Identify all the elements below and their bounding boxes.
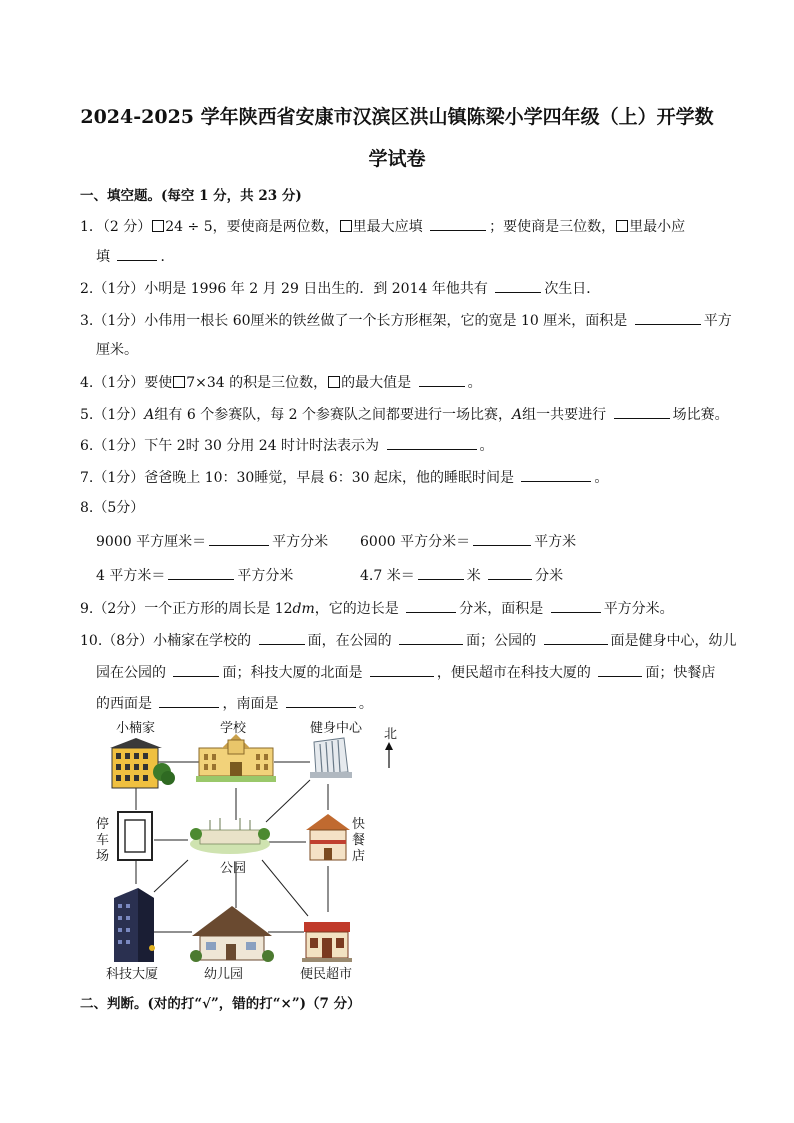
question-3-cont: 厘米。: [96, 342, 138, 358]
title-line-2: 学试卷: [368, 148, 426, 170]
q1-text: ；要使商是三位数，: [489, 219, 616, 235]
q9-text: ，它的边长是: [314, 601, 399, 617]
q1-text: 填: [96, 249, 110, 265]
q8-text: 分米: [535, 568, 564, 584]
map-label-fastfood-1: 快: [352, 817, 366, 832]
answer-blank[interactable]: [406, 598, 456, 613]
q9-text: 分米，面积是: [459, 601, 544, 617]
question-6: [80, 435, 494, 456]
q10-text: 10.（8分）小楠家在学校的: [80, 633, 252, 649]
map-label-school: 学校: [220, 721, 247, 736]
q1-text: 里最大应填: [352, 219, 423, 235]
question-4: [80, 372, 482, 393]
park-icon: [190, 818, 270, 854]
q6-text: 6.（1分）下午 2时 30 分用 24 时计时法表示为: [80, 438, 380, 454]
answer-blank[interactable]: [551, 598, 601, 613]
q2-text: 2.（1分）小明是 1996 年 2 月 29 日出生的．到 2014 年他共有: [80, 281, 488, 297]
school-building-icon: [196, 734, 276, 782]
q10-text: 面，在公园的: [307, 633, 392, 649]
q5-text: 场比赛。: [672, 407, 729, 423]
q5-text: 组一共要进行: [522, 407, 607, 423]
map-label-parking-1: 停: [96, 817, 110, 832]
answer-blank[interactable]: [614, 404, 670, 419]
supermarket-icon: [302, 922, 352, 962]
answer-blank[interactable]: [430, 216, 486, 231]
question-8-row-1b: [360, 531, 576, 552]
map-label-gym: 健身中心: [310, 721, 363, 736]
answer-blank[interactable]: [488, 565, 532, 580]
q2-text: 次生日．: [544, 281, 601, 297]
map-label-home: 小楠家: [116, 721, 156, 736]
exam-title: [60, 96, 734, 180]
gym-building-icon: [310, 738, 352, 778]
map-label-market: 便民超市: [300, 967, 353, 982]
question-8: 8.（5分）: [80, 500, 145, 516]
question-2: [80, 278, 600, 299]
answer-blank[interactable]: [399, 630, 463, 645]
answer-blank[interactable]: [418, 565, 464, 580]
q8-text: 米: [466, 568, 481, 584]
question-10: [80, 630, 737, 651]
q8-text: 4.7 米＝: [360, 568, 415, 584]
parking-lot-icon: [118, 812, 152, 860]
q10-text: 面；公园的: [466, 633, 537, 649]
q4-text: 。: [467, 375, 482, 391]
kindergarten-icon: [190, 906, 274, 962]
map-label-parking-2: 车: [96, 833, 110, 848]
q3-text: 3.（1分）小伟用一根长 60厘米的铁丝做了一个长方形框架，它的宽是 10 厘米，面积是: [80, 313, 628, 329]
map-label-fastfood-2: 餐: [352, 833, 366, 848]
map-label-kindergarten: 幼儿园: [204, 967, 244, 982]
q1-text: 里最小应: [629, 219, 686, 235]
question-3: [80, 310, 732, 331]
answer-blank[interactable]: [209, 531, 269, 546]
q10-text: 的西面是: [96, 696, 152, 712]
q5-var: A: [144, 407, 155, 423]
answer-blank[interactable]: [544, 630, 608, 645]
map-label-parking-3: 场: [96, 849, 110, 864]
q7-text: 7.（1分）爸爸晚上 10：30睡觉，早晨 6：30 起床，他的睡眠时间是: [80, 470, 514, 486]
q5-var: A: [512, 407, 523, 423]
map-label-north: 北: [384, 727, 398, 742]
answer-blank[interactable]: [419, 372, 465, 387]
question-10-cont-1: [96, 662, 715, 683]
question-1-cont: [96, 246, 174, 267]
square-placeholder: [616, 220, 628, 232]
q4-text: 4.（1分）要使: [80, 375, 173, 391]
answer-blank[interactable]: [259, 630, 305, 645]
question-5: [80, 404, 729, 425]
q10-text: 。: [358, 696, 373, 712]
title-line-1: 2024-2025 学年陕西省安康市汉滨区洪山镇陈梁小学四年级（上）开学数: [80, 106, 714, 128]
q10-text: 面是健身中心，幼儿: [610, 633, 737, 649]
home-building-icon: [110, 738, 175, 788]
map-label-tech: 科技大厦: [106, 967, 159, 982]
answer-blank[interactable]: [598, 662, 642, 677]
location-map-diagram: [96, 712, 416, 990]
question-10-cont-2: [96, 693, 373, 714]
answer-blank[interactable]: [173, 662, 219, 677]
q8-text: 4 平方米＝: [96, 568, 166, 584]
answer-blank[interactable]: [168, 565, 234, 580]
fast-food-shop-icon: [306, 814, 350, 860]
q1-text: 24 ÷ 5，要使商是两位数，: [165, 219, 339, 235]
question-9: [80, 598, 674, 619]
q9-unit: dm: [292, 601, 315, 617]
question-8-row-2: [96, 565, 293, 586]
q10-text: 面；快餐店: [645, 665, 716, 681]
q8-text: 平方分米: [237, 568, 294, 584]
q8-text: 9000 平方厘米＝: [96, 534, 207, 550]
q10-text: ，便民超市在科技大厦的: [436, 665, 591, 681]
question-8-row-2b: [360, 565, 563, 586]
answer-blank[interactable]: [635, 310, 701, 325]
answer-blank[interactable]: [521, 467, 591, 482]
q5-text: 5.（1分）: [80, 407, 145, 423]
answer-blank[interactable]: [370, 662, 434, 677]
question-7: [80, 467, 608, 488]
map-label-park: 公园: [220, 861, 247, 876]
answer-blank[interactable]: [286, 693, 356, 708]
square-placeholder: [152, 220, 164, 232]
answer-blank[interactable]: [117, 246, 157, 261]
q8-text: 6000 平方分米＝: [360, 534, 471, 550]
q7-text: 。: [594, 470, 609, 486]
q5-text: 组有 6 个参赛队，每 2 个参赛队之间都要进行一场比赛，: [154, 407, 513, 423]
section-fill-blank-heading: 一、填空题。(每空 1 分，共 23 分): [80, 188, 302, 204]
q8-text: 平方分米: [272, 534, 329, 550]
answer-blank[interactable]: [495, 278, 541, 293]
q10-text: 园在公园的: [96, 665, 166, 681]
question-1: [80, 216, 685, 237]
q1-text: ．: [160, 249, 175, 265]
q4-text: 7×34 的积是三位数，: [186, 375, 328, 391]
tech-tower-icon: [114, 888, 155, 962]
q8-text: 平方米: [534, 534, 577, 550]
answer-blank[interactable]: [159, 693, 219, 708]
q9-text: 9.（2分）一个正方形的周长是 12: [80, 601, 293, 617]
q1-num: 1．（2 分）: [80, 219, 152, 235]
answer-blank[interactable]: [387, 435, 477, 450]
square-placeholder: [328, 376, 340, 388]
q6-text: 。: [479, 438, 494, 454]
square-placeholder: [173, 376, 185, 388]
q10-text: ，南面是: [222, 696, 279, 712]
question-8-row-1: [96, 531, 328, 552]
section-judgement-heading: 二、判断。(对的打“√”，错的打“×”)（7 分）: [80, 996, 361, 1012]
q9-text: 平方分米。: [603, 601, 674, 617]
north-arrow-icon: [385, 742, 393, 768]
map-label-fastfood-3: 店: [352, 849, 366, 864]
square-placeholder: [340, 220, 352, 232]
q3-text: 平方: [703, 313, 732, 329]
answer-blank[interactable]: [473, 531, 531, 546]
q4-text: 的最大值是: [341, 375, 412, 391]
q10-text: 面；科技大厦的北面是: [222, 665, 363, 681]
